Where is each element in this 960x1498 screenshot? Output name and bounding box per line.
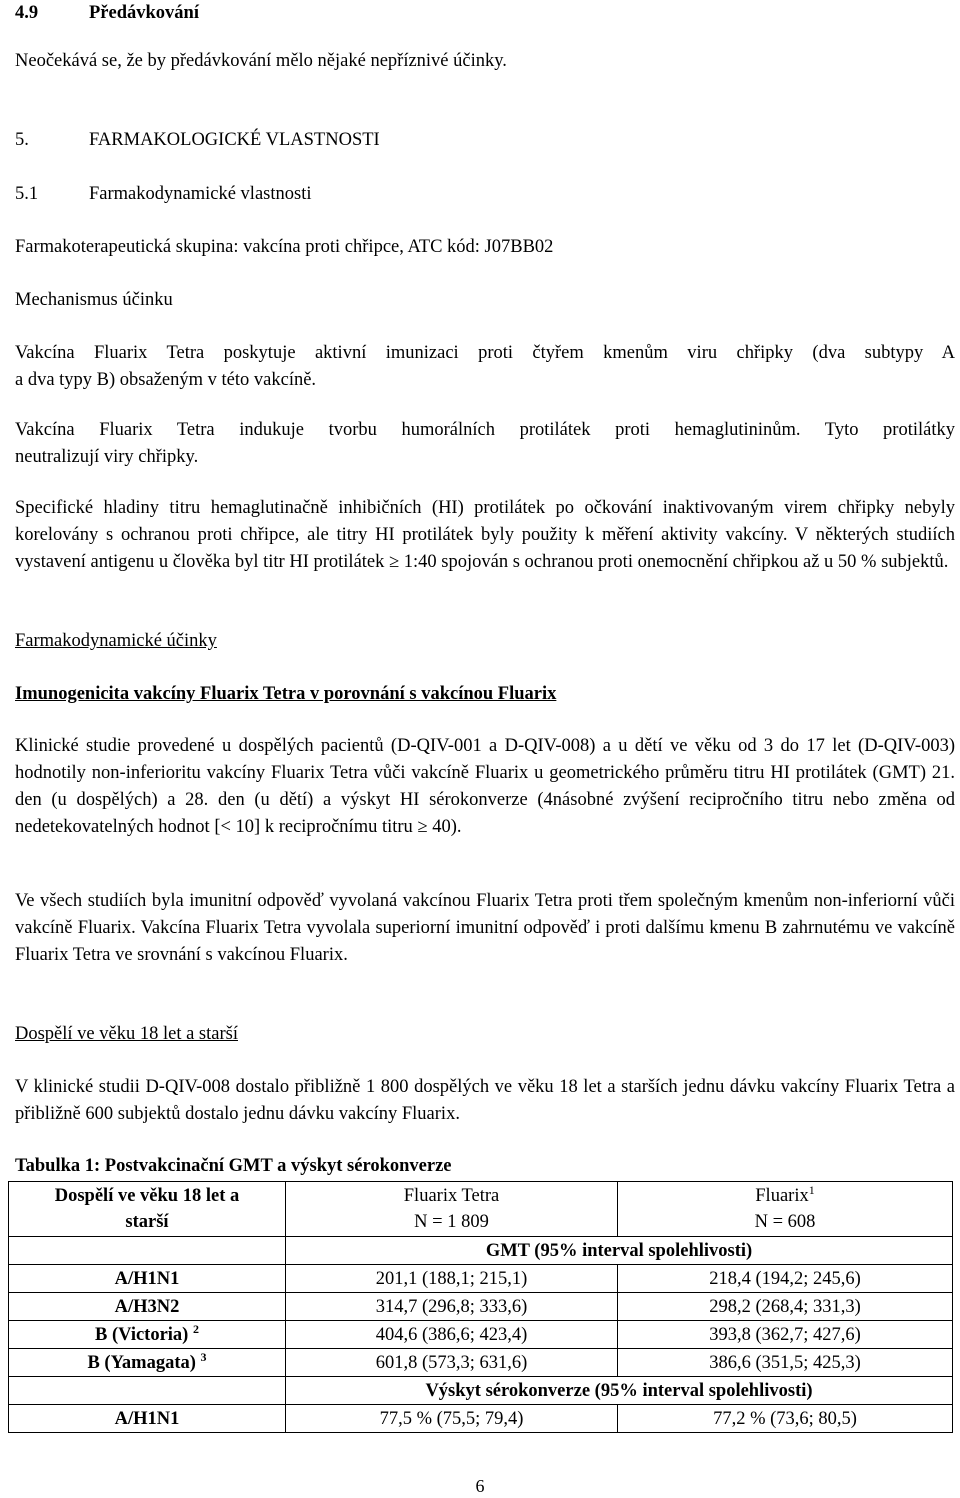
header-fluarix <box>618 1182 953 1237</box>
section-number: 5.1 <box>15 184 39 204</box>
results-table <box>8 1181 953 1433</box>
footnote-marker: 2 <box>192 1321 199 1336</box>
table-row <box>9 1321 953 1349</box>
adults-paragraph: V klinické studii D-QIV-008 dostalo přibližně 1 800 dospělých ve věku 18 let a starších jednu dávku vakcíny Fluarix Tetra a přibližně 600 subjektů dostalo jednu dávku vakcíny Fluarix. <box>15 1077 955 1124</box>
table-row <box>9 1405 953 1433</box>
table-row <box>9 1293 953 1321</box>
header-text: Fluarix <box>755 1186 809 1206</box>
strain-label: A/H1N1 <box>114 1408 180 1429</box>
mechanism-paragraph-2 <box>15 417 955 471</box>
section-heading-4-9 <box>15 0 955 27</box>
empty-cell <box>9 1377 286 1405</box>
text-run: 1:40 spojován s ochranou proti onemocnění chřipkou až u 50 % subjektů. <box>403 552 949 572</box>
strain-cell <box>9 1405 286 1433</box>
greater-equal-sign: ≥ <box>417 817 428 837</box>
atc-line: Farmakoterapeutická skupina: vakcína proti chřipce, ATC kód: J07BB02 <box>15 237 554 257</box>
greater-equal-sign: ≥ <box>389 552 400 572</box>
text-line: a dva typy B) obsaženým v této vakcíně. <box>15 370 317 390</box>
header-line: N = 1 809 <box>414 1212 489 1232</box>
seroconversion-header-row <box>9 1377 953 1405</box>
strain-label: B (Yamagata) <box>87 1352 196 1373</box>
header-line: starší <box>125 1212 169 1232</box>
value-cell: 601,8 (573,3; 631,6) <box>286 1349 618 1377</box>
immunogenicity-heading: Imunogenicita vakcíny Fluarix Tetra v porovnání s vakcínou Fluarix <box>15 684 557 704</box>
empty-cell <box>9 1237 286 1265</box>
strain-label: A/H1N1 <box>114 1268 180 1289</box>
section-title: FARMAKOLOGICKÉ VLASTNOSTI <box>89 130 380 150</box>
value-cell: 77,5 % (75,5; 79,4) <box>286 1405 618 1433</box>
seroconversion-header: Výskyt sérokonverze (95% interval spolehlivosti) <box>286 1377 953 1405</box>
value-cell: 404,6 (386,6; 423,4) <box>286 1321 618 1349</box>
text-line: Vakcína Fluarix Tetra indukuje tvorbu humorálních protilátek proti hemaglutininům. Tyto protilátky <box>15 420 955 440</box>
strain-label: A/H3N2 <box>114 1296 180 1317</box>
section-heading-5 <box>15 127 955 154</box>
value-cell: 386,6 (351,5; 425,3) <box>618 1349 953 1377</box>
text-run: Specifické hladiny titru hemaglutinačně inhibičních (HI) protilátek po očkování inaktivovaným virem chřipky nebyly korelovány s ochranou proti chřipce, ale titry HI protilátek byly použity k měření aktivity vakcíny. V některých studiích vystavení antigenu u člověka byl titr HI protilátek <box>15 498 955 572</box>
table-caption: Tabulka 1: Postvakcinační GMT a výskyt sérokonverze <box>15 1156 452 1176</box>
header-line <box>622 1183 948 1209</box>
section-number: 4.9 <box>15 3 39 23</box>
strain-cell <box>9 1265 286 1293</box>
pd-effects-heading: Farmakodynamické účinky <box>15 631 217 651</box>
table-header-row <box>9 1182 953 1237</box>
header-fluarix-tetra <box>286 1182 618 1237</box>
text-line: neutralizují viry chřipky. <box>15 447 199 467</box>
page-number: 6 <box>475 1476 485 1496</box>
overdose-text: Neočekává se, že by předávkování mělo nějaké nepříznivé účinky. <box>15 51 507 71</box>
gmt-header: GMT (95% interval spolehlivosti) <box>286 1237 953 1265</box>
value-cell: 201,1 (188,1; 215,1) <box>286 1265 618 1293</box>
value-cell: 218,4 (194,2; 245,6) <box>618 1265 953 1293</box>
strain-cell <box>9 1293 286 1321</box>
table-row <box>9 1265 953 1293</box>
header-population <box>9 1182 286 1237</box>
adults-heading: Dospělí ve věku 18 let a starší <box>15 1024 238 1044</box>
value-cell: 77,2 % (73,6; 80,5) <box>618 1405 953 1433</box>
value-cell: 314,7 (296,8; 333,6) <box>286 1293 618 1321</box>
section-title: Farmakodynamické vlastnosti <box>89 184 312 204</box>
header-line: N = 608 <box>754 1212 816 1232</box>
value-cell: 298,2 (268,4; 331,3) <box>618 1293 953 1321</box>
footnote-marker: 1 <box>808 1183 815 1197</box>
text-run: Klinické studie provedené u dospělých pacientů (D-QIV-001 a D-QIV-008) a u dětí ve věku od 3 do 17 let (D-QIV-003) hodnotily non-inferioritu vakcíny Fluarix Tetra vůči vakcíně Fluarix u geometrického průměru titru HI protilátek (GMT) 21. den (u dospělých) a 28. den (u dětí) a výskyt HI sérokonverze (4násobné zvýšení recipročního titru nebo změna od nedetekovatelných hodnot [< 10] k recipročnímu titru <box>15 736 955 837</box>
header-line: Dospělí ve věku 18 let a <box>54 1186 240 1206</box>
section-number: 5. <box>15 130 29 150</box>
text-run: 40). <box>432 817 462 837</box>
section-title: Předávkování <box>89 3 199 23</box>
value-cell: 393,8 (362,7; 427,6) <box>618 1321 953 1349</box>
section-heading-5-1 <box>15 181 955 208</box>
all-studies-paragraph: Ve všech studiích byla imunitní odpověď vyvolaná vakcínou Fluarix Tetra proti třem společným kmenům non-inferiorní vůči vakcíně Fluarix. Vakcína Fluarix Tetra vyvolala superiorní imunitní odpověď i proti dalšímu kmenu B zahrnutému ve vakcíně Fluarix Tetra ve srovnání s vakcínou Fluarix. <box>15 891 955 965</box>
text-line: Vakcína Fluarix Tetra poskytuje aktivní imunizaci proti čtyřem kmenům viru chřipky (dva subtypy A <box>15 343 955 363</box>
mechanism-heading: Mechanismus účinku <box>15 290 173 310</box>
mechanism-paragraph-1 <box>15 340 955 394</box>
mechanism-paragraph-3 <box>15 495 955 576</box>
clinical-studies-paragraph <box>15 733 955 841</box>
header-line: Fluarix Tetra <box>403 1186 500 1206</box>
strain-label: B (Victoria) <box>95 1324 189 1345</box>
strain-cell <box>9 1321 286 1349</box>
strain-cell <box>9 1349 286 1377</box>
gmt-header-row <box>9 1237 953 1265</box>
footnote-marker: 3 <box>200 1349 207 1364</box>
table-row <box>9 1349 953 1377</box>
